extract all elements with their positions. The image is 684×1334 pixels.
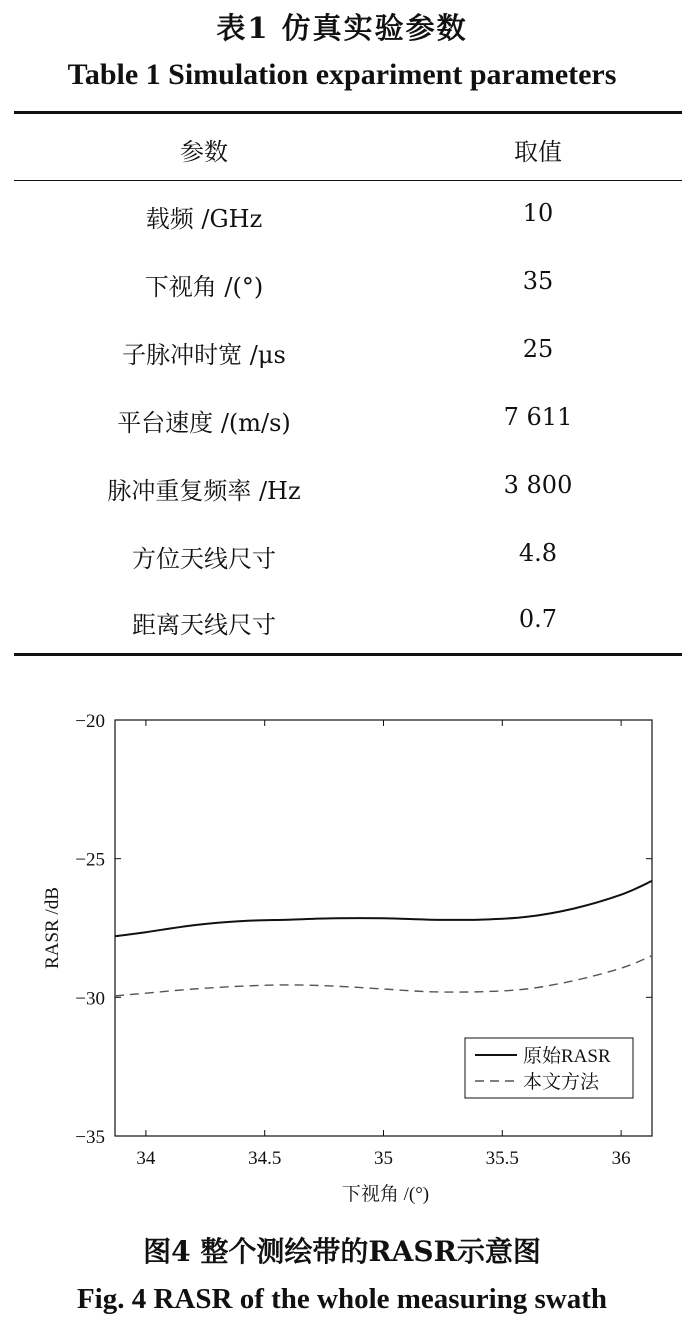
table-row-value: 0.7 — [518, 605, 558, 633]
table-row-value: 10 — [522, 199, 554, 227]
y-tick-label: −25 — [75, 849, 105, 871]
table-title-en: Table 1 Simulation expariment parameters — [67, 58, 617, 91]
legend-label: 本文方法 — [523, 1072, 600, 1093]
x-tick-label: 34.5 — [248, 1148, 282, 1169]
figure-caption-en: Fig. 4 RASR of the whole measuring swath — [76, 1283, 608, 1315]
table-row-value: 35 — [522, 267, 554, 295]
figure-caption-cn: 图4 整个测绘带的RASR示意图 — [143, 1235, 541, 1268]
rasr-chart — [0, 690, 684, 1210]
table-row-param: 子脉冲时宽 /μs — [122, 341, 286, 369]
table-header-value: 取值 — [514, 138, 562, 166]
table-row-param: 下视角 /(°) — [144, 273, 264, 301]
table-row-value: 4.8 — [518, 539, 558, 567]
x-axis-label: 下视角 /(°) — [341, 1184, 430, 1205]
x-tick-label: 34 — [136, 1148, 156, 1169]
series-line-proposed — [115, 956, 652, 996]
table-row-param: 载频 /GHz — [145, 205, 263, 233]
table-row-param: 脉冲重复频率 /Hz — [107, 477, 301, 505]
series-line-original — [115, 881, 652, 936]
table-top-rule — [14, 111, 682, 114]
table-row-param: 平台速度 /(m/s) — [117, 409, 291, 437]
table-row-param: 方位天线尺寸 — [132, 545, 276, 573]
table-title-cn: 表1 仿真实验参数 — [216, 11, 468, 45]
table-row-param: 距离天线尺寸 — [132, 611, 276, 639]
legend-label: 原始RASR — [523, 1046, 611, 1067]
x-tick-label: 35 — [374, 1148, 393, 1169]
table-header-param: 参数 — [180, 138, 228, 166]
y-tick-label: −20 — [75, 711, 105, 732]
table-bottom-rule — [14, 653, 682, 656]
table-row-value: 25 — [522, 335, 554, 363]
y-axis-label: RASR /dB — [42, 887, 63, 969]
x-tick-label: 36 — [611, 1148, 631, 1169]
y-tick-label: −35 — [75, 1127, 105, 1148]
table-header-rule — [14, 180, 682, 181]
x-tick-label: 35.5 — [485, 1148, 519, 1169]
y-tick-label: −30 — [75, 988, 105, 1010]
table-row-value: 7 611 — [503, 403, 573, 431]
table-row-value: 3 800 — [503, 471, 573, 499]
